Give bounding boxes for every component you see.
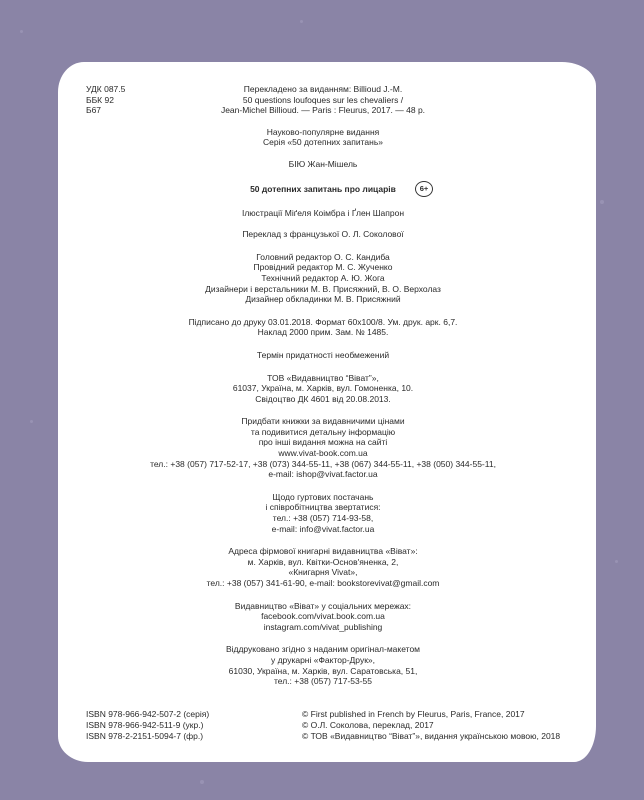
printed-line: Віддруковано згідно з наданим оригінал-макетом	[225, 644, 421, 655]
original-line: Перекладено за виданням: Billioud J.-M.	[243, 84, 403, 94]
copyright-block	[302, 709, 560, 742]
social-line: instagram.com/vivat_publishing	[263, 621, 383, 632]
udc-code: УДК 087.5	[86, 84, 126, 94]
staff-line: Дизайнери і верстальники М. В. Присяжний, В. О. Верхолаз	[205, 283, 441, 294]
wholesale-line: і співробітництва звертатися:	[265, 502, 381, 513]
series-line: Серія «50 дотепних запитань»	[262, 137, 384, 148]
shelf-life-line: Термін придатності необмежений	[256, 349, 390, 360]
copyright-line: © First published in French by Fleurus, Paris, France, 2017	[302, 709, 525, 719]
background-speck	[615, 560, 618, 563]
buy-line: Придбати книжки за видавничими цінами	[241, 416, 405, 427]
isbn-line: ISBN 978-2-2151-5094-7 (фр.)	[86, 731, 204, 741]
social-line: Видавництво «Віват» у соціальних мережах:	[234, 600, 412, 611]
translation-line: Переклад з французької О. Л. Соколової	[242, 229, 404, 240]
background-speck	[30, 420, 33, 423]
isbn-line: ISBN 978-966-942-507-2 (серія)	[86, 709, 210, 719]
store-line: тел.: +38 (057) 341-61-90, e-mail: bookstorevivat@gmail.com	[206, 578, 440, 588]
copyright-line: © О.Л. Соколова, переклад, 2017	[302, 720, 434, 730]
website-line: www.vivat-book.com.ua	[278, 448, 368, 459]
author-code: Б67	[86, 105, 102, 115]
book-title: 50 дотепних запитань про лицарів	[250, 183, 396, 194]
social-line: facebook.com/vivat.book.com.ua	[261, 611, 385, 622]
wholesale-line: e-mail: info@vivat.factor.ua	[271, 523, 375, 534]
wholesale-line: тел.: +38 (057) 714-93-58,	[272, 513, 374, 524]
imprint-block	[118, 84, 528, 687]
background-speck	[200, 780, 204, 784]
staff-line: Дизайнер обкладинки М. В. Присяжний	[245, 294, 401, 305]
store-line: Адреса фірмової книгарні видавництва «Віват»:	[228, 546, 418, 557]
print-line: Підписано до друку 03.01.2018. Формат 60х100/8. Ум. друк. арк. 6,7.	[188, 316, 458, 327]
bbk-code: ББК 92	[86, 94, 114, 105]
title-row	[118, 181, 528, 197]
edition-line: Науково-популярне видання	[266, 126, 380, 137]
original-line: Jean-Michel Billioud. — Paris : Fleurus, 2017. — 48 p.	[220, 105, 426, 116]
printed-line: у друкарні «Фактор-Друк»,	[270, 654, 376, 665]
age-rating-badge: 6+	[415, 181, 433, 197]
printed-line: тел.: +38 (057) 717-53-55	[273, 676, 373, 687]
phones-line: тел.: +38 (057) 717-52-17, +38 (073) 344-55-11, +38 (067) 344-55-11, +38 (050) 344-55-11,	[150, 458, 496, 469]
email-line: e-mail: ishop@vivat.factor.ua	[268, 469, 378, 480]
publisher-line: 61037, Україна, м. Харків, вул. Гомоненка, 10.	[232, 383, 414, 394]
copyright-line: © ТОВ «Видавництво “Віват”», видання українською мовою, 2018	[302, 731, 561, 741]
isbn-line: ISBN 978-966-942-511-9 (укр.)	[86, 720, 204, 730]
publisher-line: ТОВ «Видавництво “Віват”»,	[267, 372, 379, 383]
isbn-block	[86, 709, 209, 742]
original-line: 50 questions loufoques sur les chevaliers /	[242, 94, 404, 105]
print-line: Наклад 2000 прим. Зам. № 1485.	[257, 327, 389, 338]
author-line: БІЮ Жан-Мішель	[288, 158, 358, 169]
background-speck	[600, 200, 604, 204]
buy-line: про інші видання можна на сайті	[258, 437, 388, 448]
staff-line: Технічний редактор А. Ю. Жога	[261, 272, 385, 283]
buy-line: та подивитися детальну інформацію	[250, 426, 396, 437]
staff-line: Провідний редактор М. С. Жученко	[253, 262, 393, 273]
printed-line: 61030, Україна, м. Харків, вул. Саратовська, 51,	[228, 665, 418, 676]
background-speck	[20, 30, 23, 33]
background-speck	[300, 20, 303, 23]
store-line: «Книгарня Vivat»,	[288, 567, 358, 578]
staff-line: Головний редактор О. С. Кандиба	[256, 251, 390, 262]
wholesale-line: Щодо гуртових постачань	[272, 491, 374, 502]
store-line: м. Харків, вул. Квітки-Основ'яненка, 2,	[247, 556, 399, 567]
illustrations-line: Ілюстрації Міґеля Коімбра і Ґлен Шапрон	[241, 207, 405, 218]
publisher-line: Свідоцтво ДК 4601 від 20.08.2013.	[255, 393, 391, 404]
